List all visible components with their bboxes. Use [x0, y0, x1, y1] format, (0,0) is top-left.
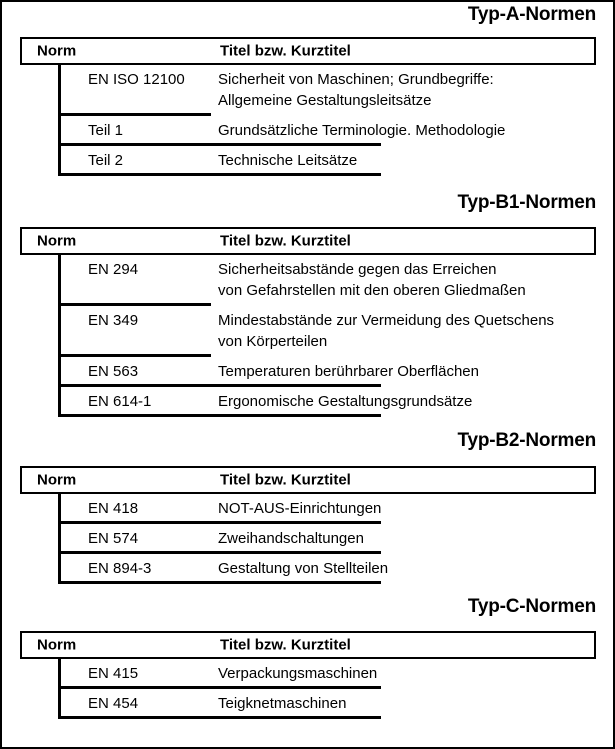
cell-title [218, 310, 596, 352]
cell-title-line: Verpackungsmaschinen [218, 665, 378, 682]
column-header-titel: Titel bzw. Kurztitel [220, 232, 351, 250]
section-heading: Typ-C-Normen [467, 596, 596, 617]
table-body [20, 255, 596, 417]
cell-title-line: Allgemeine Gestaltungsleitsätze [218, 92, 432, 109]
cell-norm: EN 349 [88, 312, 139, 329]
table-body [20, 65, 596, 176]
table-header-row [20, 466, 596, 494]
column-header-norm: Norm [37, 42, 77, 60]
column-header-titel: Titel bzw. Kurztitel [220, 636, 351, 654]
cell-title-line: Temperaturen berührbarer Oberflächen [218, 363, 479, 380]
table-row [20, 387, 596, 417]
cell-norm: EN ISO 12100 [88, 71, 185, 88]
cell-title [218, 361, 596, 382]
table-row [20, 146, 596, 176]
table-row [20, 554, 596, 584]
cell-title [218, 69, 596, 111]
table-header-row [20, 37, 596, 65]
column-header-norm: Norm [37, 636, 77, 654]
cell-title-line: Technische Leitsätze [218, 152, 358, 169]
table-header-row [20, 227, 596, 255]
column-header-norm: Norm [37, 232, 77, 250]
table-header-row [20, 631, 596, 659]
row-separator [58, 173, 381, 176]
cell-title-line: Gestaltung von Stellteilen [218, 560, 389, 577]
row-separator [58, 581, 381, 584]
cell-norm: EN 614-1 [88, 393, 152, 410]
cell-title [218, 558, 596, 579]
diagram-canvas [2, 2, 613, 747]
cell-norm: Teil 2 [88, 152, 124, 169]
row-separator [58, 716, 381, 719]
column-header-titel: Titel bzw. Kurztitel [220, 42, 351, 60]
row-separator [58, 414, 381, 417]
standards-table [20, 37, 596, 176]
cell-title [218, 528, 596, 549]
cell-norm: EN 574 [88, 530, 139, 547]
cell-title-line: Teigknetmaschinen [218, 695, 347, 712]
cell-norm: EN 294 [88, 261, 139, 278]
cell-title-line: Zweihandschaltungen [218, 530, 364, 547]
table-body [20, 494, 596, 584]
cell-title [218, 120, 596, 141]
cell-norm: EN 894-3 [88, 560, 152, 577]
cell-title-line: Sicherheit von Maschinen; Grundbegriffe: [218, 71, 494, 88]
table-row [20, 65, 596, 116]
cell-title-line: von Körperteilen [218, 333, 328, 350]
table-row [20, 689, 596, 719]
table-row [20, 357, 596, 387]
table-row [20, 255, 596, 306]
cell-norm: EN 454 [88, 695, 139, 712]
cell-norm: Teil 1 [88, 122, 124, 139]
section-heading: Typ-B2-Normen [457, 430, 596, 451]
cell-title [218, 391, 596, 412]
cell-norm: EN 563 [88, 363, 139, 380]
cell-title-line: Ergonomische Gestaltungsgrundsätze [218, 393, 473, 410]
standards-table [20, 227, 596, 417]
cell-norm: EN 415 [88, 665, 139, 682]
section-heading: Typ-A-Normen [467, 4, 596, 25]
cell-title [218, 693, 596, 714]
cell-norm: EN 418 [88, 500, 139, 517]
cell-title-line: Mindestabstände zur Vermeidung des Quetschens [218, 312, 555, 329]
cell-title [218, 150, 596, 171]
column-header-norm: Norm [37, 471, 77, 489]
table-row [20, 116, 596, 146]
cell-title [218, 498, 596, 519]
column-header-titel: Titel bzw. Kurztitel [220, 471, 351, 489]
cell-title [218, 663, 596, 684]
table-row [20, 306, 596, 357]
table-row [20, 659, 596, 689]
table-row [20, 494, 596, 524]
standards-table [20, 631, 596, 719]
cell-title-line: Grundsätzliche Terminologie. Methodologie [218, 122, 506, 139]
standards-table [20, 466, 596, 584]
cell-title-line: Sicherheitsabstände gegen das Erreichen [218, 261, 497, 278]
table-body [20, 659, 596, 719]
cell-title-line: NOT-AUS-Einrichtungen [218, 500, 382, 517]
cell-title [218, 259, 596, 301]
table-row [20, 524, 596, 554]
section-heading: Typ-B1-Normen [457, 192, 596, 213]
cell-title-line: von Gefahrstellen mit den oberen Gliedmaßen [218, 282, 526, 299]
